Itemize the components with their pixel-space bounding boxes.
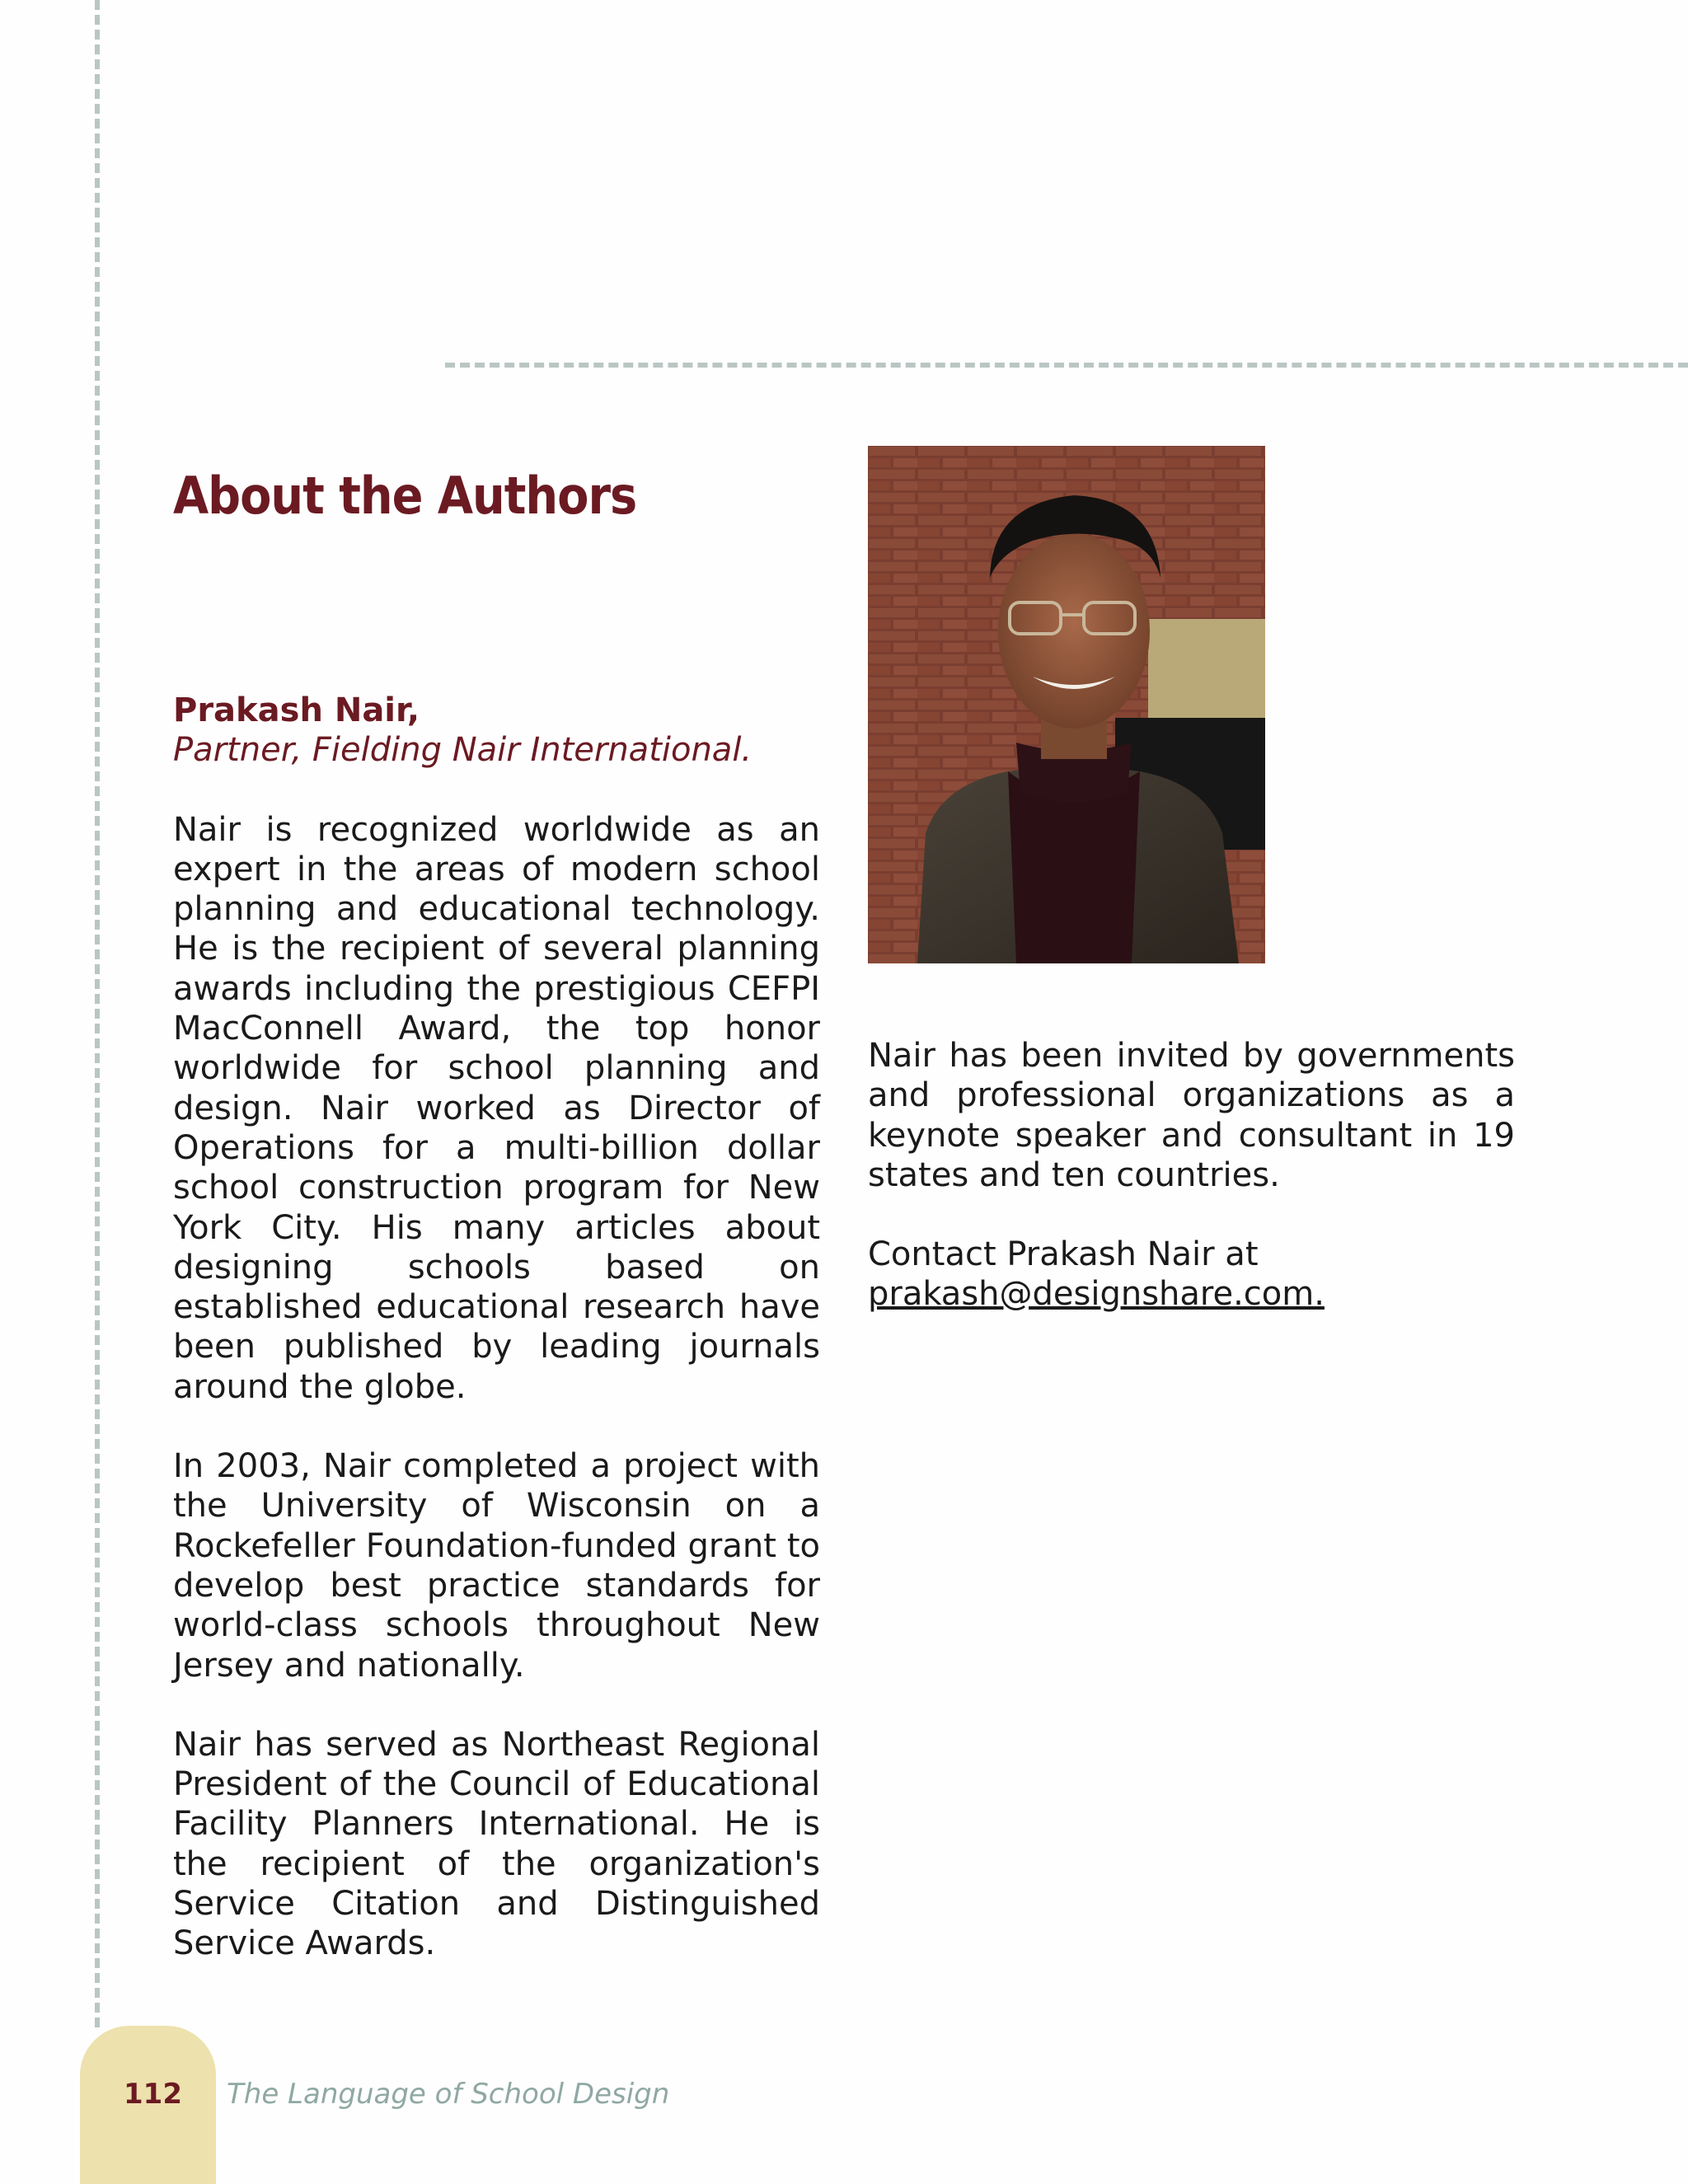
left-dashed-rule [95,0,100,2027]
contact-email-link[interactable]: prakash@designshare.com. [868,1275,1325,1314]
right-column [868,1036,1515,1315]
left-column [173,691,820,1964]
page-number: 112 [124,2078,182,2111]
page-heading: About the Authors [173,466,637,526]
author-photo [868,446,1265,963]
top-dashed-rule [445,363,1688,368]
bio-paragraph: Nair is recognized worldwide as an expert in the areas of modern school planning and educational technology. He is the recipient of several planning awards including the prestigious CEFPI MacConnell Award, the top honor worldwide for school planning and design. Nair worked as Director of Operations for a multi-billion dollar school construction program for New York City. His many articles about designing schools based on established educational research have been published by leading journals around the globe. [173,810,820,1406]
author-name: Prakash Nair, [173,691,420,729]
book-title: The Language of School Design [227,2078,670,2111]
bio-paragraph: Nair has served as Northeast Regional President of the Council of Educational Facility Planners International. He is the recipient of the organization's Service Citation and Distinguished Service Awards. [173,1725,820,1963]
contact-label: Contact Prakash Nair at [868,1235,1259,1274]
bio-paragraph: In 2003, Nair completed a project with the University of Wisconsin on a Rockefeller Foundation-funded grant to develop best practice standards for world-class schools throughout New Jersey and nationally. [173,1447,820,1685]
author-role: Partner, Fielding Nair International. [173,731,753,770]
speaker-paragraph: Nair has been invited by governments and professional organizations as a keynote speaker and consultant in 19 states and ten countries. [868,1037,1515,1194]
